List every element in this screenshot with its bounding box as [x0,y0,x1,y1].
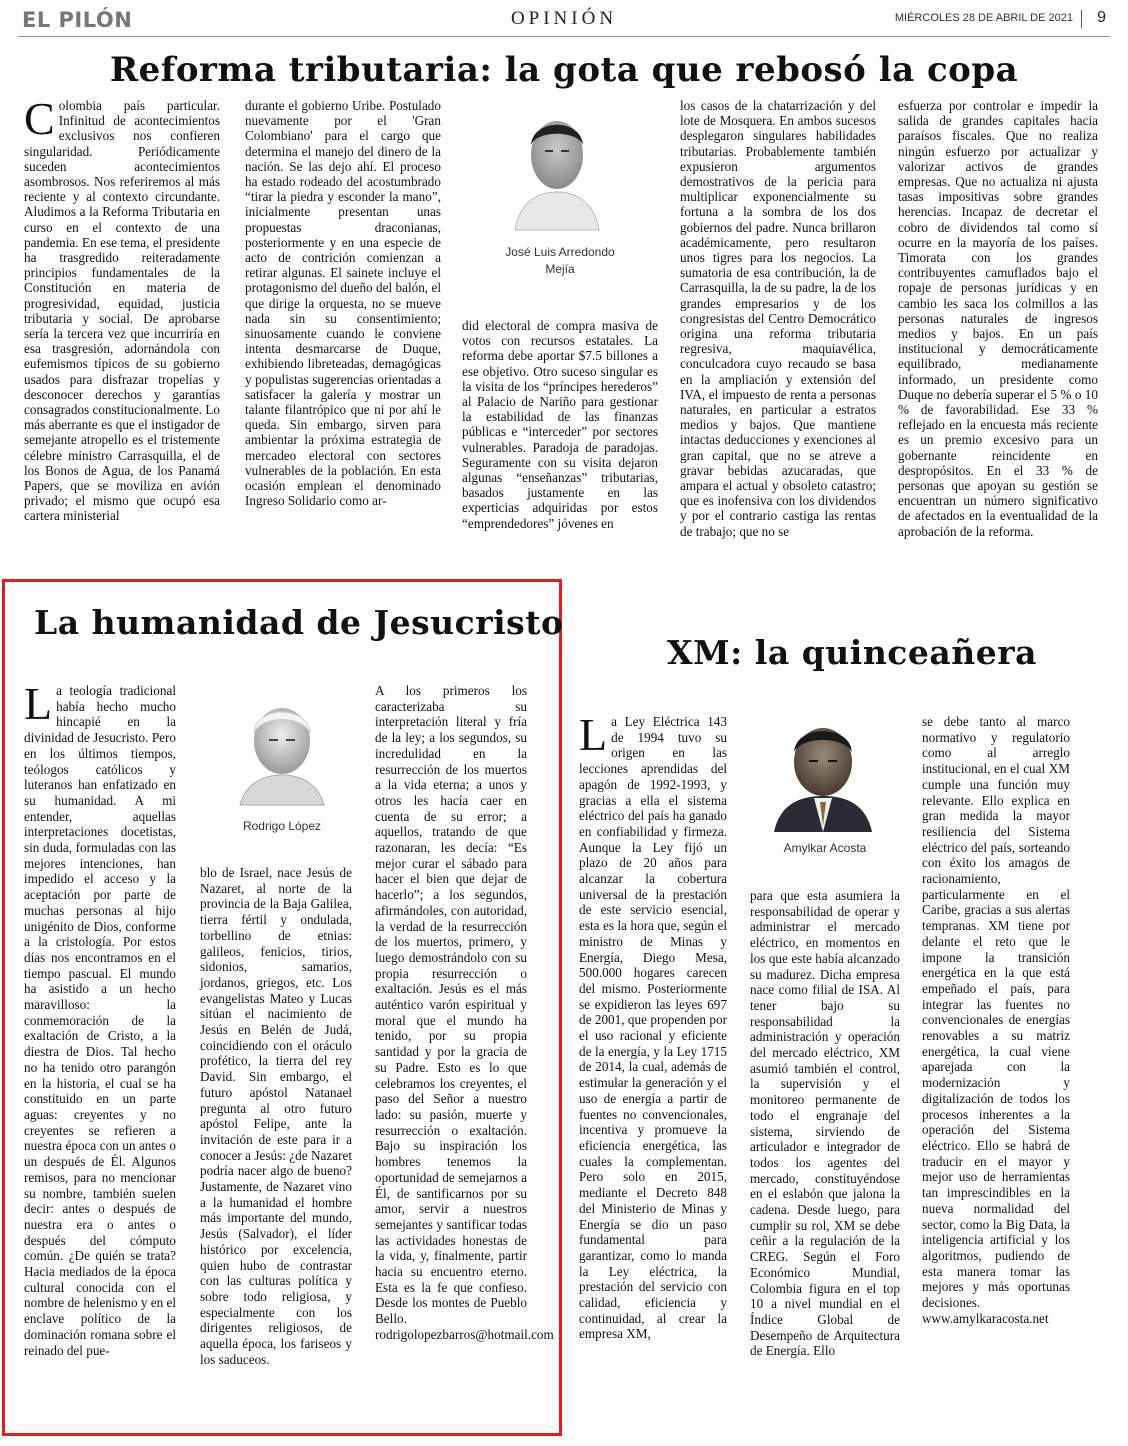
article1-col5-text: esfuerza por controlar e impedir la salida de grandes capitales hacia paraísos fiscales. Que no realiza ningún esfuerzo por actualizar y valorizar activos de grandes empresas. Que no actualiza ni ajusta tasas impositivas sobre grandes herencias. Incapaz de decretar el cobro de dividendos tal como sí ocurre en la mayoría de los países. Timorata con los grandes contribuyentes camuflados bajo el ropaje de personas jurídicas y en cambio les saca los colmillos a las personas naturales de ingresos medios y bajos. En un país institucional y democráticamente equilibrado, medianamente informado, un presidente como Duque no debería superar el 5 % o 10 % de favorabilidad. Ese 33 % reflejado en la encuesta más reciente es un premio excesivo para un gobernante reincidente en despropósitos. En el 33 % de personas que apoyan su gestión se encuentran un número significativo de afectados en la eventualidad de la aprobación de la reforma. [898,98,1098,539]
article1-column-4 [680,98,876,558]
article2-col1-text: a teología tradicional había hecho mucho hincapié en la divinidad de Jesucristo. Pero en los últimos tiempos, teólogos católicos y luteranos han enfatizado en su humanidad. A mi entender, aquellas interpretaciones docetistas, sin duda, formuladas con las mejores intenciones, han impedido el acceso y la aceptación por parte de muchas personas al hijo unigénito de Dios, conforme a la cristología. Por estos días nos encontramos en el tiempo pascual. El mundo ha asistido a un hecho maravilloso: la conmemoración de la exaltación de Cristo, a la diestra de Dios. Tal hecho no ha tenido otro parangón en la historia, el cual se ha constituido en un parte aguas: creyentes y no creyentes se refieren a nuestra época con un antes o un después de Él. Algunos remisos, para no mencionar su nombre, también suelen decir: antes o después de nuestra era o antes o después del cómputo común. ¿De quién se trata? Hacia mediados de la época cultural conocida con el nombre de helenismo y en el enclave político de la dominación romana sobre el reinado del pue- [24,683,176,1358]
article3-author-caption: Amylkar Acosta [783,841,867,855]
article3-column-1 [579,709,727,1426]
page-number: 9 [1097,9,1106,26]
masthead [0,0,1128,38]
article3-author-photo [770,714,876,832]
article3-col1-text: a Ley Eléctrica 143 de 1994 tuvo su origen en las lecciones aprendidas del apagón de 1992-1993, y gracias a ella el sistema eléctrico del país ha ganado en confiabilidad y firmeza. Aunque la Ley fijó un plazo de 20 años para alcanzar la cobertura universal de la prestación de este servicio esencial, esta es la hora que, según el ministro de Minas y Energía, Diego Mesa, 500.000 hogares carecen del mismo. Posteriormente se expidieron las leyes 697 de 2001, que propenden por el uso racional y eficiente de la energía, y la Ley 1715 de 2014, la cual, además de estimular la generación y el uso de energía a partir de fuentes no convencionales, incentiva y promueve la eficiencia energética, las cuales la complementan. Pero solo en 2015, mediante el Decreto 848 del Ministerio de Minas y Energía se dio un paso fundamental para garantizar, como lo manda la Ley eléctrica, la prestación del servicio con calidad, eficiencia y continuidad, al crear la empresa XM, [579,714,727,1342]
page-separator [1081,10,1082,28]
article1-column-3 [462,318,658,558]
article1-dropcap: C [24,93,55,144]
article1-column-2 [245,98,441,558]
article3-col3-text: se debe tanto al marco normativo y regulatorio como al arreglo institucional, en el cual XM cumple una función muy relevante. Ello explica en gran medida la mayor resiliencia del Sistema eléctrico del país, sorteando con éxito los amagos de racionamiento, particularmente en el Caribe, gracias a sus alertas tempranas. XM tiene por delante el reto que le impone la transición energética en la que está empeñado el país, para integrar las fuentes no convencionales de energías renovables a su matriz energética, la cual viene aparejada con la modernización y digitalización de todos los procesos inherentes a la operación del Sistema eléctrico. Ello se habrá de traducir en el mayor y mejor uso de herramientas tan imprescindibles en la nueva normalidad del sector, como la Big Data, la inteligencia artificial y los algoritmos, pudiendo de esta manera tomar las mejores y más oportunas decisiones. www.amylkaracosta.net [922,714,1070,1326]
newspaper-logo: EL PILÓN [22,8,133,32]
article1-headline: Reforma tributaria: la gota que rebosó la copa [109,50,1019,90]
article2-headline: La humanidad de Jesucristo [34,603,564,642]
article2-column-1 [24,678,176,1423]
article1-col3-text: did electoral de compra masiva de votos con recursos estatales. La reforma debe aportar $7.5 billones a ese objetivo. Otro suceso singular es la visita de los “príncipes herederos” al Palacio de Nariño para gestionar la estabilidad de las finanzas públicas e “interceder” por sectores vulnerables. Paradoja de paradojas. Seguramente con su visita dejaron algunas “enseñanzas” tributarias, basados justamente en las experticias adquiridas por estos “emprendedores” jóvenes en [462,318,658,531]
header-rule [18,36,1110,37]
article3-headline: XM: la quinceañera [667,633,1038,672]
article1-col2-text: durante el gobierno Uribe. Postulado nuevamente por el 'Gran Colombiano' para el cargo que determina el manejo del dinero de la nación. Se las dejo ahí. El proceso ha estado rodeado del acostumbrado “tirar la piedra y esconder la mano”, inicialmente presentan unas propuestas draconianas, posteriormente y en una especie de acto de contrición comienzan a retirar algunas. El sainete incluye el protagonismo del dueño del balón, el que dirige la orquesta, no se mueve nada sin su consentimiento; sinuosamente cuando le conviene intenta desmarcarse de Duque, exhibiendo libreteadas, demagógicas y populistas sugerencias orientadas a satisfacer la galería y mostrar un talante filantrópico que ni por ahí le queda. Sin embargo, sirven para ambientar la próxima estrategia de mercadeo electoral con sectores vulnerables de la población. En esta ocasión emplean el denominado Ingreso Solidario como ar- [245,98,441,509]
article1-author-line2: Mejía [545,262,575,276]
article1-author-caption [490,245,630,276]
issue-date: MIÉRCOLES 28 DE ABRIL DE 2021 [894,12,1073,24]
section-title: OPINIÓN [510,8,618,29]
article1-author-line1: José Luis Arredondo [505,245,615,259]
article3-column-2 [750,888,900,1426]
article2-col3-text: A los primeros los caracterizaba su interpretación literal y fría de la ley; a los segundos, su incredulidad en la resurrección de los muertos a la vida eterna; a unos y otros les hacía caer en cuenta de su error; a aquellos, tratando de que razonaran, les decía: “Es mejor curar el sábado para hacer el bien que dejar de hacerlo”; a los segundos, afirmándoles, con autoridad, la verdad de la resurrección de los muertos, primero, y luego demostrándolo con su propia resurrección o exaltación. Jesús es el más auténtico varón espiritual y moral que el mundo ha tenido, por su propia santidad y por la gracia de su Padre. Esto es lo que celebramos los creyentes, el paso del Señor a nuestro lado: su pasión, muerte y resurrección o exaltación. Bajo su inspiración los hombres tenemos la oportunidad de semejarnos a Él, de santificarnos por su amor, servir a nuestros semejantes y santificar todas las actividades honestas de la vida, y, finalmente, partir hacia su encuentro eterno. Esta es la fe que confieso. Desde los montes de Pueblo Bello. rodrigolopezbarros@hotmail.com [375,683,554,1342]
article1-column-1 [24,93,220,558]
article3-column-3 [922,714,1070,1426]
article1-col1-text: olombia país particular. Infinitud de acontecimientos exclusivos nos confieren singularidad. Periódicamente suceden acontecimientos asombrosos. Nos referiremos al más reciente y al contexto circundante. Aludimos a la Reforma Tributaria en curso en el contexto de una pandemia. En ese tema, el presidente ha trasgredido reiteradamente principios fundamentales de la Constitución en materia de progresividad, equidad, justicia tributaria y social. De aprobarse sería la tercera vez que incurriría en esa trasgresión, adornándola con eufemismos típicos de su gobierno usados para disfrazar tropelías y desconocer derechos y garantías consagrados constitucionalmente. Lo más aberrante es que el instigador de semejante atropello es el tristemente célebre ministro Carrasquilla, el de los Bonos de Agua, de los Panamá Papers, que se moviliza en avión privado; el mismo que ocupó esa cartera ministerial [24,98,220,524]
article3-dropcap: L [579,709,608,760]
article1-column-5 [898,98,1098,558]
article2-column-3 [375,683,554,1423]
article2-author-caption: Rodrigo López [242,819,322,833]
article2-author-photo [232,695,332,805]
article1-author-photo [505,100,609,230]
article2-column-2 [200,865,352,1423]
article1-col4-text: los casos de la chatarrización y del lote de Mosquera. En ambos sucesos desplegaron singulares habilidades tributarias. Probablemente también expusieron argumentos demostrativos de la pericia para multiplicar exponencialmente su fortuna a la sombra de los dos gobiernos del padre. Nunca brillaron académicamente, pero resultaron unos tigres para los negocios. La sumatoria de esa contribución, la de Carrasquilla, la de su padre, la de los grandes empresarios y de los congresistas del Centro Democrático origina una reforma tributaria regresiva, maquiavélica, conculcadora cuyo recaudo se basa en la ampliación y extensión del IVA, el impuesto de renta a personas naturales, en particular a estratos medios y bajos. Que mantiene intactas deducciones y exenciones al gran capital, que no se atreve a gravar bebidas azucaradas, que ampara el actual y obsoleto catastro; que es inofensiva con los dividendos y por el contrario castiga las rentas de trabajo; que no se [680,98,876,539]
article2-col2-text: blo de Israel, nace Jesús de Nazaret, al norte de la provincia de la Baja Galilea, tierra fértil y ondulada, torbellino de etnias: galileos, fenicios, tirios, sidonios, samarios, jordanos, griegos, etc. Los evangelistas Mateo y Lucas sitúan el nacimiento de Jesús en Belén de Judá, coincidiendo con el oráculo profético, la tierra del rey David. Sin embargo, el futuro apóstol Natanael pregunta al otro futuro apóstol Felipe, ante la invitación de este para ir a conocer a Jesús: ¿de Nazaret podría nacer algo de bueno? Justamente, de Nazaret vino a la humanidad el hombre más importante del mundo, Jesús (Salvador), el líder histórico por excelencia, quien hubo de contrastar con las culturas política y sobre todo religiosa, y especialmente con los dirigentes religiosos, de aquella época, los fariseos y los saduceos. [200,865,352,1367]
article2-dropcap: L [24,678,53,729]
article3-col2-text: para que esta asumiera la responsabilidad de operar y administrar el mercado eléctrico, en momentos en los que este había alcanzado su madurez. Dicha empresa nace como filial de ISA. Al tener bajo su responsabilidad la administración y operación del mercado eléctrico, XM asumió también el control, la supervisión y el monitoreo permanente de todo el engranaje del sistema, sirviendo de articulador e integrador de todos los agentes del mercado, constituyéndose en el eslabón que jalona la cadena. Desde luego, para cumplir su rol, XM se debe ceñir a la regulación de la CREG. Según el Foro Económico Mundial, Colombia figura en el top 10 a nivel mundial en el Índice Global de Desempeño de Arquitectura de Energía. Ello [750,888,900,1359]
